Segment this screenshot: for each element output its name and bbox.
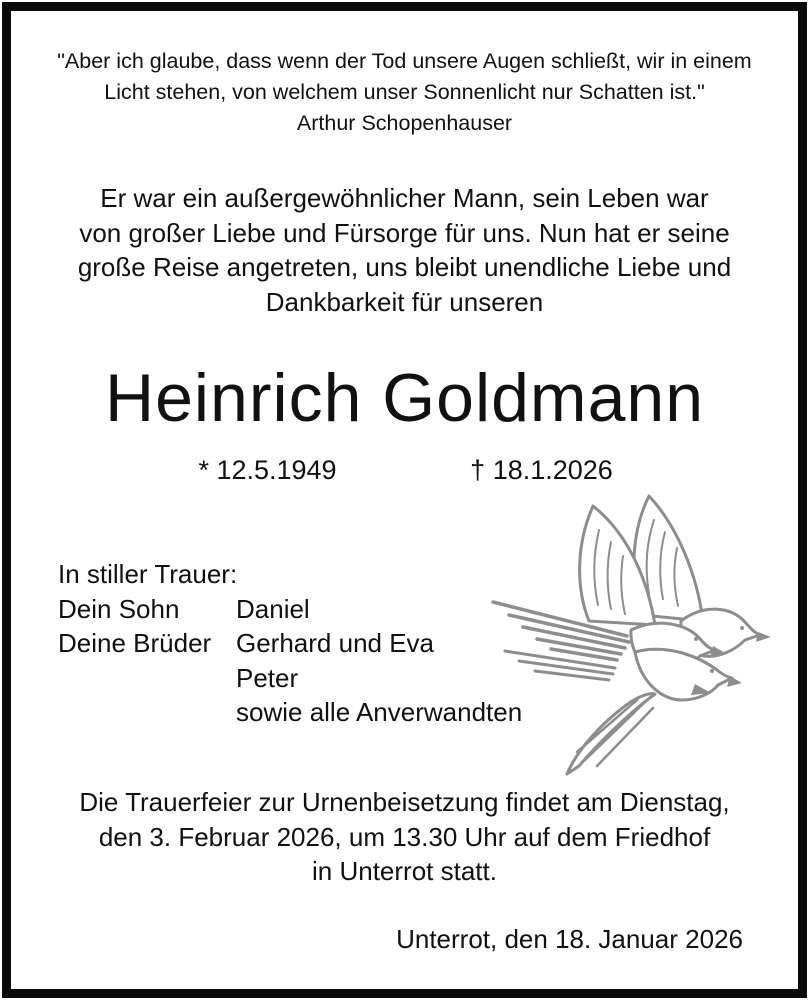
mourner-names: Daniel (236, 593, 310, 624)
birth-date: * 12.5.1949 (198, 455, 337, 485)
mourner-relation (58, 661, 236, 696)
mourner-relation: Dein Sohn (58, 593, 180, 624)
mourner-names: Gerhard und Eva (236, 628, 435, 658)
mourners-intro: In stiller Trauer: (58, 559, 238, 589)
flying-doves-icon (483, 488, 795, 778)
deceased-name: Heinrich Goldmann (104, 360, 705, 436)
mourners-block (58, 557, 522, 730)
funeral-line: den 3. Februar 2026, um 13.30 Uhr auf dem Friedhof (98, 821, 711, 852)
funeral-line: Die Trauerfeier zur Urnenbeisetzung findet am Dienstag, (79, 787, 730, 817)
mourner-relation: Deine Brüder (58, 628, 212, 658)
life-dates (0, 452, 809, 488)
quote-attribution: Arthur Schopenhauser (296, 111, 513, 135)
epigraph-quote (30, 46, 779, 139)
funeral-line: in Unterrot statt. (312, 856, 497, 886)
mourners-list (58, 592, 522, 730)
death-date: † 18.1.2026 (470, 455, 613, 485)
quote-line: Licht stehen, von welchem unser Sonnenlicht nur Schatten ist." (104, 80, 705, 104)
intro-line: von großer Liebe und Fürsorge für uns. Nun hat er seine (79, 217, 730, 248)
mourner-names: Peter (236, 662, 299, 693)
intro-line: Dankbarkeit für unseren (265, 286, 544, 317)
place-dateline: Unterrot, den 18. Januar 2026 (396, 924, 743, 954)
funeral-announcement (40, 785, 769, 889)
intro-paragraph (40, 181, 769, 319)
intro-line: große Reise angetreten, uns bleibt unendliche Liebe und (77, 252, 732, 282)
intro-line: Er war ein außergewöhnlicher Mann, sein Leben war (100, 183, 709, 213)
mourner-names: sowie alle Anverwandten (236, 697, 523, 727)
quote-line: "Aber ich glaube, dass wenn der Tod unsere Augen schließt, wir in einem (57, 49, 752, 73)
mourner-relation (58, 695, 236, 730)
